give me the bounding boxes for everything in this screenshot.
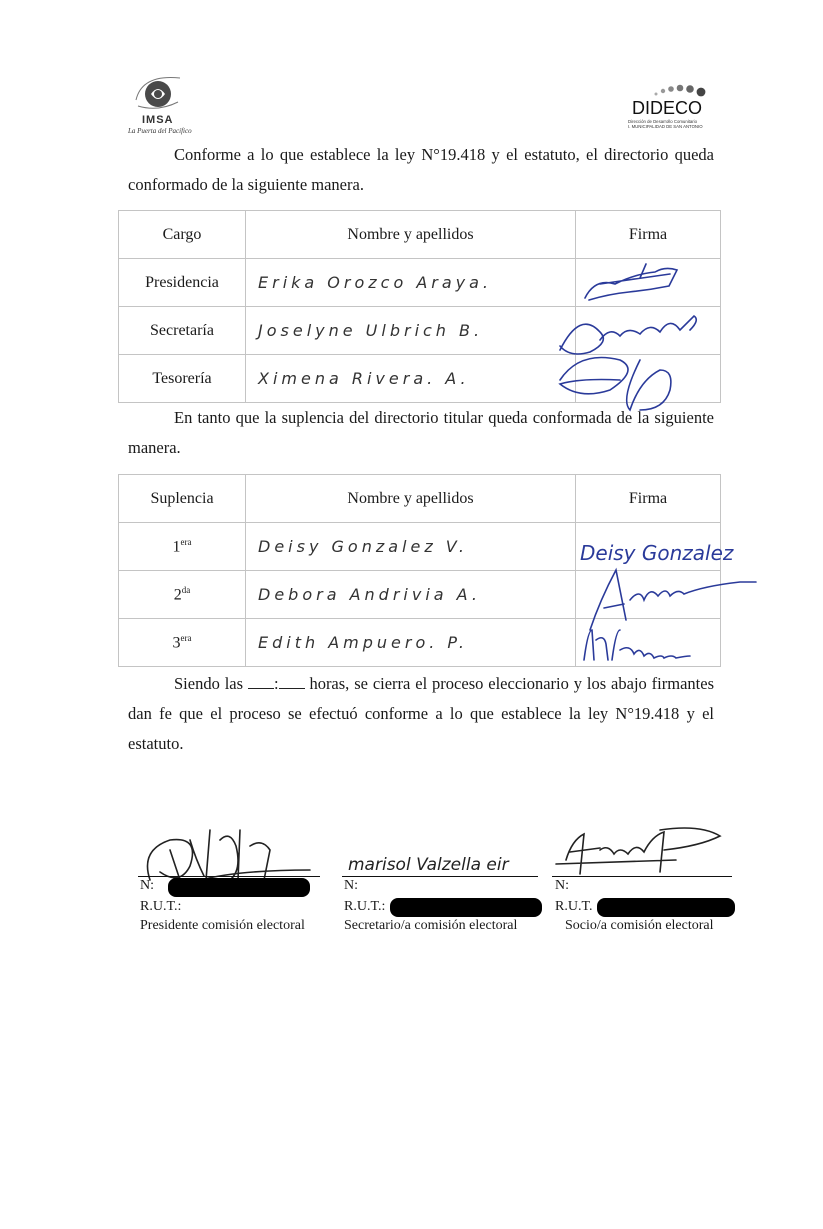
nombre-cell: Debora Andrivia A. <box>246 571 576 619</box>
ordinal-suffix: era <box>180 536 192 547</box>
table-header-row <box>119 211 721 259</box>
dideco-subtitle <box>628 119 703 129</box>
imsa-emblem-icon <box>128 70 208 116</box>
imsa-wordmark: IMSA <box>142 114 174 126</box>
signature-suplencia-1: Deisy Gonzalez <box>580 541 734 565</box>
table-row <box>119 355 721 403</box>
suplencia-number-cell <box>119 571 246 619</box>
ordinal-number: 2 <box>173 586 182 604</box>
ordinal-suffix: era <box>180 632 192 643</box>
table-row <box>119 523 721 571</box>
signatory-2-role: Secretario/a comisión electoral <box>344 918 518 933</box>
signature-line-secretario <box>342 876 538 877</box>
ordinal-number: 1 <box>172 538 181 556</box>
signatory-3-rut-label: R.U.T. <box>555 899 593 914</box>
redaction-bar <box>390 898 542 917</box>
redaction-bar <box>597 898 735 917</box>
signatory-1-role: Presidente comisión electoral <box>140 918 305 933</box>
firma-cell <box>576 259 721 307</box>
firma-cell <box>576 619 721 667</box>
table-row <box>119 259 721 307</box>
signature-presidente-comision <box>148 830 311 880</box>
closing-text-end: horas, se cierra el proceso eleccionario y los abajo firmantes dan fe que el proceso se efectuó conforme a lo que establece la ley N°19.418 y el estatuto. <box>128 674 714 753</box>
closing-text-start: Siendo las <box>174 674 244 693</box>
suplencia-table <box>118 474 721 667</box>
signatory-1-rut-label: R.U.T.: <box>140 899 182 914</box>
nombre-cell: Deisy Gonzalez V. <box>246 523 576 571</box>
redaction-bar <box>168 878 310 897</box>
table-row <box>119 571 721 619</box>
header-cargo: Cargo <box>119 211 246 259</box>
nombre-cell: Joselyne Ulbrich B. <box>246 307 576 355</box>
dideco-dots-icon <box>628 80 718 100</box>
dideco-subtitle-line-1: Dirección de Desarrollo Comunitario <box>628 119 698 124</box>
minute-blank <box>279 674 305 689</box>
signatory-2-name-label: N: <box>344 878 358 893</box>
header-firma: Firma <box>576 475 721 523</box>
ordinal-suffix: da <box>181 584 191 595</box>
header-suplencia: Suplencia <box>119 475 246 523</box>
cargo-cell: Tesorería <box>119 355 246 403</box>
firma-cell <box>576 571 721 619</box>
nombre-cell: Ximena Rivera. A. <box>246 355 576 403</box>
cargo-cell: Presidencia <box>119 259 246 307</box>
dideco-logo <box>628 80 718 134</box>
header-nombre: Nombre y apellidos <box>246 475 576 523</box>
header-nombre: Nombre y apellidos <box>246 211 576 259</box>
directorio-titular-table <box>118 210 721 403</box>
nombre-cell: Erika Orozco Araya. <box>246 259 576 307</box>
suplencia-number-cell <box>119 619 246 667</box>
signature-line-socio <box>552 876 732 877</box>
firma-cell <box>576 355 721 403</box>
nombre-cell: Edith Ampuero. P. <box>246 619 576 667</box>
dideco-subtitle-line-2: I. MUNICIPALIDAD DE SAN ANTONIO <box>628 124 703 129</box>
firma-cell <box>576 523 721 571</box>
hour-blank <box>248 674 274 689</box>
table-header-row <box>119 475 721 523</box>
signature-secretario-comision: marisol Valzella eir <box>348 855 509 875</box>
imsa-tagline: La Puerta del Pacífico <box>128 127 192 135</box>
imsa-logo <box>128 70 208 136</box>
time-separator: : <box>273 674 279 693</box>
cargo-cell: Secretaría <box>119 307 246 355</box>
ordinal-number: 3 <box>172 634 181 652</box>
header-firma: Firma <box>576 211 721 259</box>
closing-paragraph <box>128 669 714 759</box>
intro-paragraph: Conforme a lo que establece la ley N°19.418 y el estatuto, el directorio queda conformado de la siguiente manera. <box>128 145 714 194</box>
signature-socio-comision <box>556 828 720 874</box>
signatory-1-name-label: N: <box>140 878 154 893</box>
firma-cell <box>576 307 721 355</box>
table-row <box>119 307 721 355</box>
suplencia-paragraph: En tanto que la suplencia del directorio titular queda conformada de la siguiente manera. <box>128 408 714 457</box>
signatory-3-role: Socio/a comisión electoral <box>565 918 714 933</box>
dideco-wordmark: DIDECO <box>632 98 703 118</box>
suplencia-number-cell <box>119 523 246 571</box>
signatory-3-name-label: N: <box>555 878 569 893</box>
signatory-2-rut-label: R.U.T.: <box>344 899 386 914</box>
signature-line-presidente <box>138 876 320 877</box>
table-row <box>119 619 721 667</box>
